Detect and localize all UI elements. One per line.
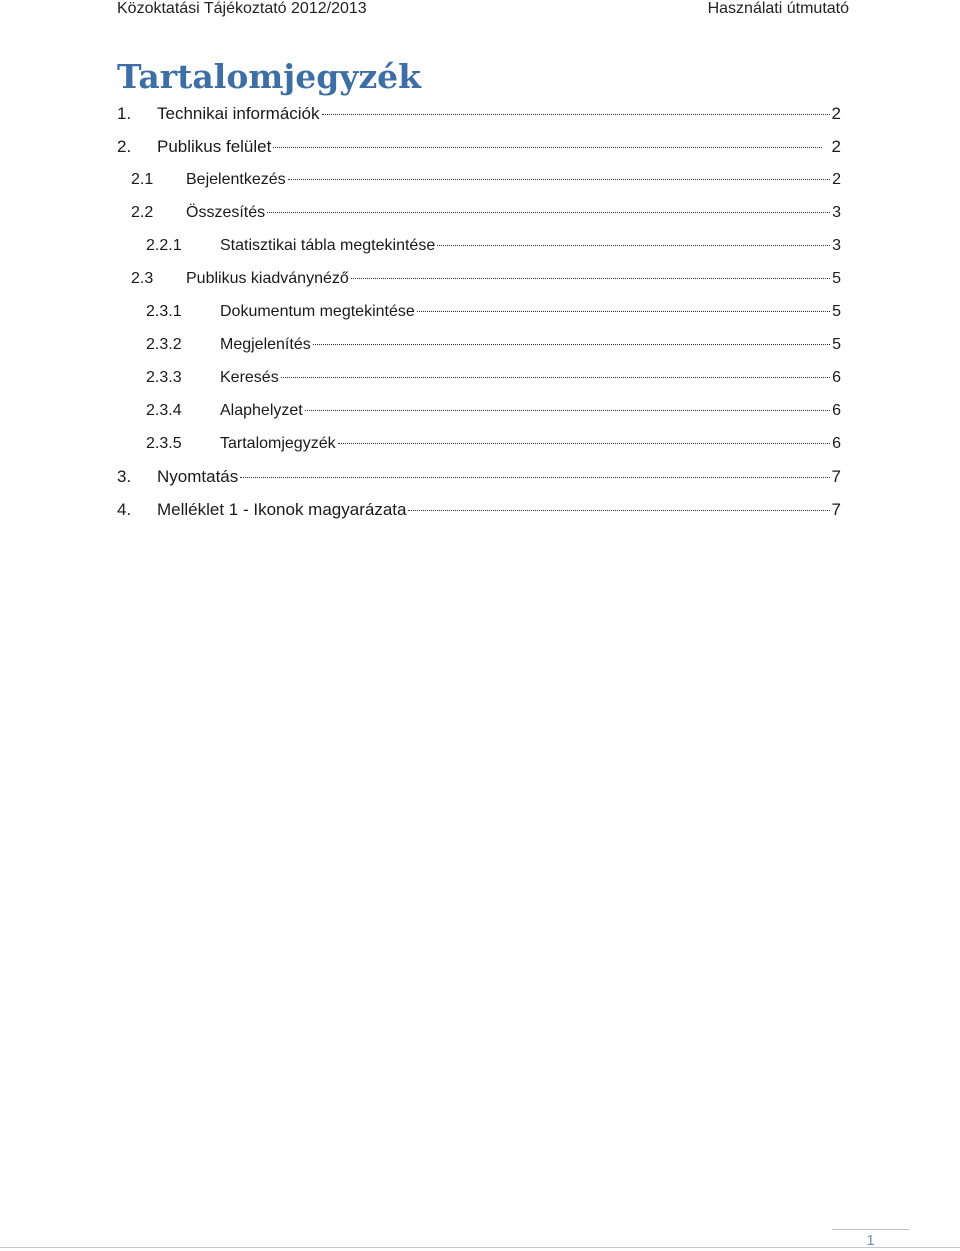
toc-entry-page: 2: [831, 137, 841, 156]
toc-entry-number: 3.: [117, 467, 132, 486]
toc-entry-tartalomjegyzek[interactable]: [146, 432, 841, 456]
toc-entry-page: 7: [831, 467, 841, 486]
toc-entry-page: 6: [832, 369, 841, 386]
toc-entry-label: Keresés: [220, 369, 279, 386]
toc-entry-melleklet[interactable]: [117, 498, 841, 522]
page-number: 1: [866, 1232, 875, 1249]
toc-entry-label: Melléklet 1 - Ikonok magyarázata: [157, 500, 407, 519]
toc-entry-label: Bejelentkezés: [186, 171, 286, 188]
toc-entry-number: 2.3: [131, 270, 154, 287]
toc-entry-technikai-informaciok[interactable]: [117, 102, 841, 126]
footer-page-rule: [832, 1229, 909, 1230]
header-section-title: Használati útmutató: [707, 0, 849, 17]
toc-entry-number: 2.2: [131, 204, 154, 221]
toc-entry-osszesites[interactable]: [131, 201, 841, 225]
toc-entry-number: 2.1: [131, 171, 154, 188]
toc-entry-number: 4.: [117, 500, 132, 519]
toc-dot-leader: [437, 245, 830, 246]
toc-entry-number: 2.3.4: [146, 402, 182, 419]
footer-divider: [0, 1247, 960, 1248]
toc-entry-page: 3: [832, 204, 841, 221]
toc-dot-leader: [240, 477, 829, 478]
toc-dot-leader: [267, 212, 830, 213]
toc-entry-megjelenites[interactable]: [146, 333, 841, 357]
running-header: [117, 0, 849, 20]
toc-entry-statisztikai-tabla[interactable]: [146, 234, 841, 258]
toc-entry-label: Publikus kiadványnéző: [186, 270, 349, 287]
toc-entry-label: Összesítés: [186, 204, 266, 221]
toc-entry-number: 2.3.5: [146, 435, 182, 452]
toc-entry-page: 6: [832, 402, 841, 419]
toc-entry-nyomtatas[interactable]: [117, 465, 841, 489]
toc-entry-page: 5: [832, 270, 841, 287]
toc-entry-label: Megjelenítés: [220, 336, 311, 353]
toc-entry-number: 2.2.1: [146, 237, 182, 254]
toc-entry-number: 2.3.3: [146, 369, 182, 386]
toc-entry-page: 7: [831, 500, 841, 519]
toc-entry-alaphelyzet[interactable]: [146, 399, 841, 423]
toc-entry-label: Publikus felület: [157, 137, 272, 156]
toc-entry-dokumentum-megtekintese[interactable]: [146, 300, 841, 324]
toc-entry-bejelentkezes[interactable]: [131, 168, 841, 192]
toc-dot-leader: [408, 510, 829, 511]
toc-entry-number: 2.3.1: [146, 303, 182, 320]
toc-dot-leader: [313, 344, 830, 345]
toc-dot-leader: [417, 311, 830, 312]
toc-entry-label: Statisztikai tábla megtekintése: [220, 237, 436, 254]
toc-entry-publikus-felulet[interactable]: [117, 135, 841, 159]
toc-entry-label: Nyomtatás: [157, 467, 239, 486]
toc-entry-page: 3: [832, 237, 841, 254]
toc-entry-page: 6: [832, 435, 841, 452]
toc-entry-page: 5: [832, 336, 841, 353]
toc-entry-label: Technikai információk: [157, 104, 320, 123]
toc-entry-label: Alaphelyzet: [220, 402, 303, 419]
toc-entry-page: 2: [832, 171, 841, 188]
toc-entry-number: 1.: [117, 104, 132, 123]
toc-heading: Tartalomjegyzék: [117, 57, 422, 96]
toc-dot-leader: [338, 443, 830, 444]
toc-dot-leader: [322, 114, 830, 115]
header-document-title: Közoktatási Tájékoztató 2012/2013: [117, 0, 367, 17]
toc-entry-kereses[interactable]: [146, 366, 841, 390]
toc-entry-page: 5: [832, 303, 841, 320]
toc-entry-label: Tartalomjegyzék: [220, 435, 336, 452]
toc-dot-leader: [305, 410, 830, 411]
toc-dot-leader: [351, 278, 830, 279]
toc-dot-leader: [288, 179, 830, 180]
toc-dot-leader: [273, 147, 821, 148]
toc-entry-label: Dokumentum megtekintése: [220, 303, 415, 320]
toc-entry-publikus-kiadvanynezo[interactable]: [131, 267, 841, 291]
toc-entry-number: 2.3.2: [146, 336, 182, 353]
toc-dot-leader: [281, 377, 830, 378]
toc-entry-number: 2.: [117, 137, 132, 156]
toc-entry-page: 2: [831, 104, 841, 123]
